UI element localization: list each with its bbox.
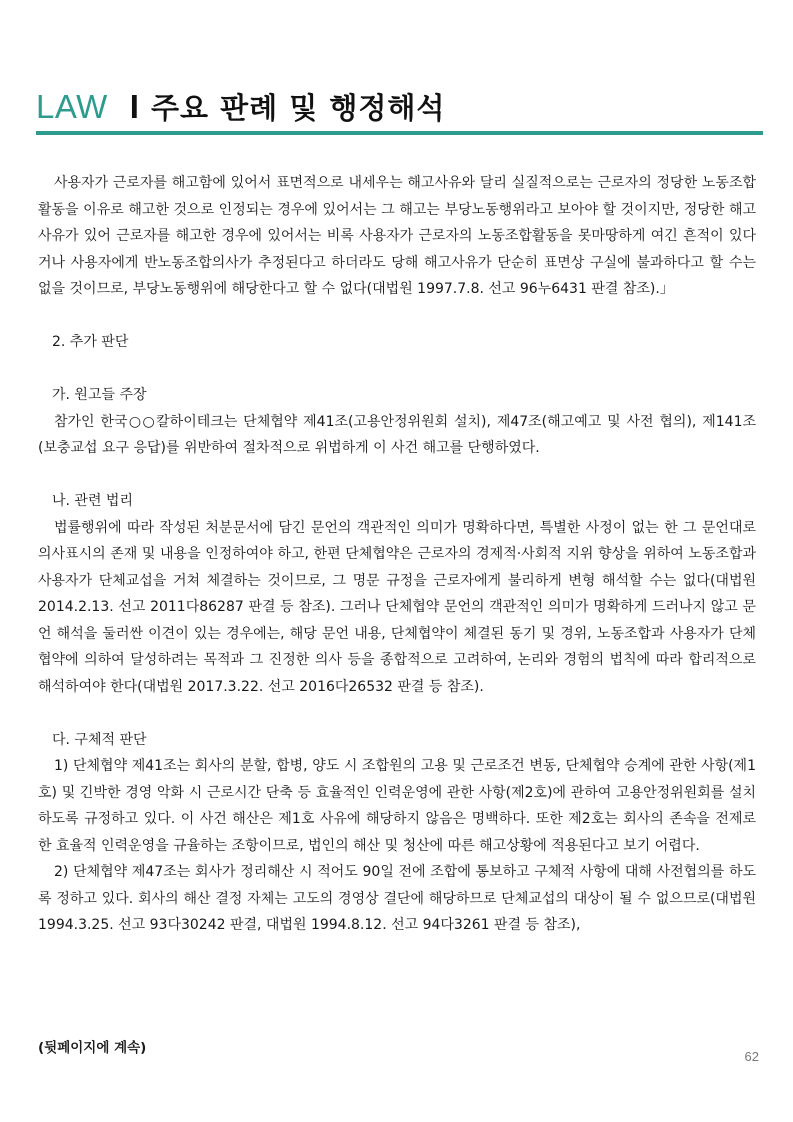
subheading-legal-principle: 나. 관련 법리 (52, 493, 133, 509)
paragraph-plaintiff-claim: 참가인 한국○○칼하이테크는 단체협약 제41조(고용안정위원회 설치), 제47조(해고예고 및 사전 협의), 제141조(보충교섭 요구 응답)를 위반하여 절차적으로 위법하게 이 사건 해고를 단행하였다. (38, 413, 756, 456)
section-header (36, 86, 445, 127)
law-label: LAW (36, 88, 108, 125)
subheading-plaintiff-claim: 가. 원고들 주장 (52, 387, 147, 403)
section-heading-additional-judgment: 2. 추가 판단 (52, 334, 129, 350)
paragraph-legal-principle: 법률행위에 따라 작성된 처분문서에 담긴 문언의 객관적인 의미가 명확하다면, 특별한 사정이 없는 한 그 문언대로 의사표시의 존재 및 내용을 인정하여야 하고, 한편 단체협약은 근로자의 경제적·사회적 지위 향상을 위하여 노동조합과 사용자가 단체교섭을 거쳐 체결하는 것이므로, 그 명문 규정을 근로자에게 불리하게 변형 해석할 수는 없다(대법원 2014.2.13. 선고 2011다86287 판결 등 참조). 그러나 단체협약 문언의 객관적인 의미가 명확하게 드러나지 않고 문언 해석을 둘러싼 이견이 있는 경우에는, 해당 문언 내용, 단체협약이 체결된 동기 및 경위, 노동조합과 사용자가 단체협약에 의하여 달성하려는 목적과 그 진정한 의사 등을 종합적으로 고려하여, 논리와 경험의 법칙에 따라 합리적으로 해석하여야 한다(대법원 2017.3.22. 선고 2016다26532 판결 등 참조). (38, 519, 756, 695)
paragraph-judgment-2: 2) 단체협약 제47조는 회사가 정리해산 시 적어도 90일 전에 조합에 통보하고 구체적 사항에 대해 사전협의를 하도록 정하고 있다. 회사의 해산 결정 자체는 고도의 경영상 결단에 해당하므로 단체교섭의 대상이 될 수 없으므로(대법원 1994.3.25. 선고 93다30242 판결, 대법원 1994.8.12. 선고 94다3261 판결 등 참조), (38, 864, 756, 933)
page-number: 62 (744, 1049, 759, 1064)
page-title: 주요 판례 및 행정해석 (150, 91, 446, 125)
document-body (38, 170, 756, 939)
section-marker: I (129, 88, 139, 125)
continued-note: (뒷페이지에 계속) (38, 1040, 147, 1056)
subheading-specific-judgment: 다. 구체적 판단 (52, 731, 147, 748)
paragraph-precedent-quote: 사용자가 근로자를 해고함에 있어서 표면적으로 내세우는 해고사유와 달리 실질적으로는 근로자의 정당한 노동조합활동을 이유로 해고한 것으로 인정되는 경우에 있어서는 그 해고는 부당노동행위라고 보아야 할 것이지만, 정당한 해고사유가 있어 근로자를 해고한 경우에 있어서는 비록 사용자가 근로자의 노동조합활동을 못마땅하게 여긴 흔적이 있다거나 사용자에게 반노동조합의사가 추정된다고 하더라도 당해 해고사유가 단순히 표면상 구실에 불과하다고 할 수는 없을 것이므로, 부당노동행위에 해당한다고 할 수 없다(대법원 1997.7.8. 선고 96누6431 판결 참조).」 (38, 175, 756, 297)
paragraph-judgment-1: 1) 단체협약 제41조는 회사의 분할, 합병, 양도 시 조합원의 고용 및 근로조건 변동, 단체협약 승계에 관한 사항(제1호) 및 긴박한 경영 악화 시 근로시간 단축 등 효율적인 인력운영에 관한 사항(제2호)에 관하여 고용안정위원회를 설치하도록 규정하고 있다. 이 사건 해산은 제1호 사유에 해당하지 않음은 명백하다. 또한 제2호는 회사의 존속을 전제로 한 효율적 인력운영을 규율하는 조항이므로, 법인의 해산 및 청산에 따른 해고상황에 적용된다고 보기 어렵다. (38, 758, 756, 854)
header-rule (36, 131, 763, 135)
